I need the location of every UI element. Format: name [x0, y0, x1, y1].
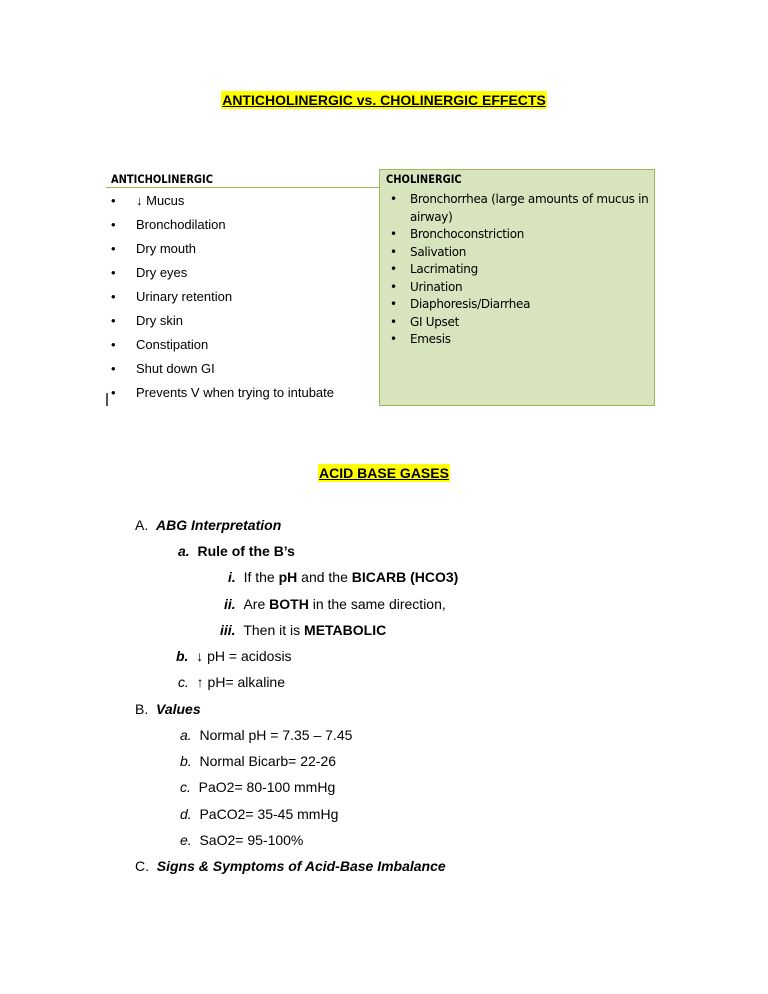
list-item: • Lacrimating	[380, 261, 650, 279]
list-item: • Urination	[380, 279, 650, 297]
list-item: • Dry eyes	[106, 265, 334, 289]
section-title: ACID BASE GASES	[319, 465, 449, 481]
value-item: a. Normal pH = 7.35 – 7.45	[180, 727, 353, 743]
list-item: • Dry mouth	[106, 241, 334, 265]
anticholinergic-list	[106, 193, 334, 409]
outline-item-ii: ii. Are BOTH in the same direction,	[224, 596, 446, 612]
outline-item-ab: b. ↓ pH = acidosis	[176, 648, 292, 664]
outline-item-ac: c. ↑ pH= alkaline	[178, 674, 285, 690]
value-item: e. SaO2= 95-100%	[180, 832, 304, 848]
anticholinergic-header: ANTICHOLINERGIC	[111, 172, 213, 186]
header-divider	[106, 187, 379, 188]
value-item: c. PaO2= 80-100 mmHg	[180, 779, 336, 795]
outline-item-iii: iii. Then it is METABOLIC	[220, 622, 387, 638]
list-item: • Bronchodilation	[106, 217, 334, 241]
list-item: • Diaphoresis/Diarrhea	[380, 296, 650, 314]
outline-item-a: A. ABG Interpretation	[135, 517, 282, 533]
list-item: • Constipation	[106, 337, 334, 361]
value-item: d. PaCO2= 35-45 mmHg	[180, 806, 339, 822]
list-item: • Salivation	[380, 244, 650, 262]
list-item: • Shut down GI	[106, 361, 334, 385]
cholinergic-column	[379, 169, 655, 406]
list-item: • Prevents V when trying to intubate	[106, 385, 334, 409]
table-edge	[106, 393, 108, 406]
list-item: • Dry skin	[106, 313, 334, 337]
comparison-table	[106, 169, 655, 406]
outline-item-b: B. Values	[135, 701, 201, 717]
list-item: • Urinary retention	[106, 289, 334, 313]
list-item: • ↓ Mucus	[106, 193, 334, 217]
list-item: • GI Upset	[380, 314, 650, 332]
outline-item-c: C. Signs & Symptoms of Acid-Base Imbalance	[135, 858, 446, 874]
cholinergic-list	[380, 191, 650, 349]
value-item: b. Normal Bicarb= 22-26	[180, 753, 337, 769]
list-item: • Emesis	[380, 331, 650, 349]
outline-item-i: i. If the pH and the BICARB (HCO3)	[228, 569, 459, 585]
cholinergic-header: CHOLINERGIC	[386, 172, 462, 186]
anticholinergic-column	[106, 169, 379, 406]
document-title: ANTICHOLINERGIC vs. CHOLINERGIC EFFECTS	[222, 92, 546, 108]
list-item: • Bronchoconstriction	[380, 226, 650, 244]
outline-item-aa: a. Rule of the B’s	[178, 543, 295, 559]
list-item: • Bronchorrhea (large amounts of mucus in airway)	[380, 191, 650, 226]
